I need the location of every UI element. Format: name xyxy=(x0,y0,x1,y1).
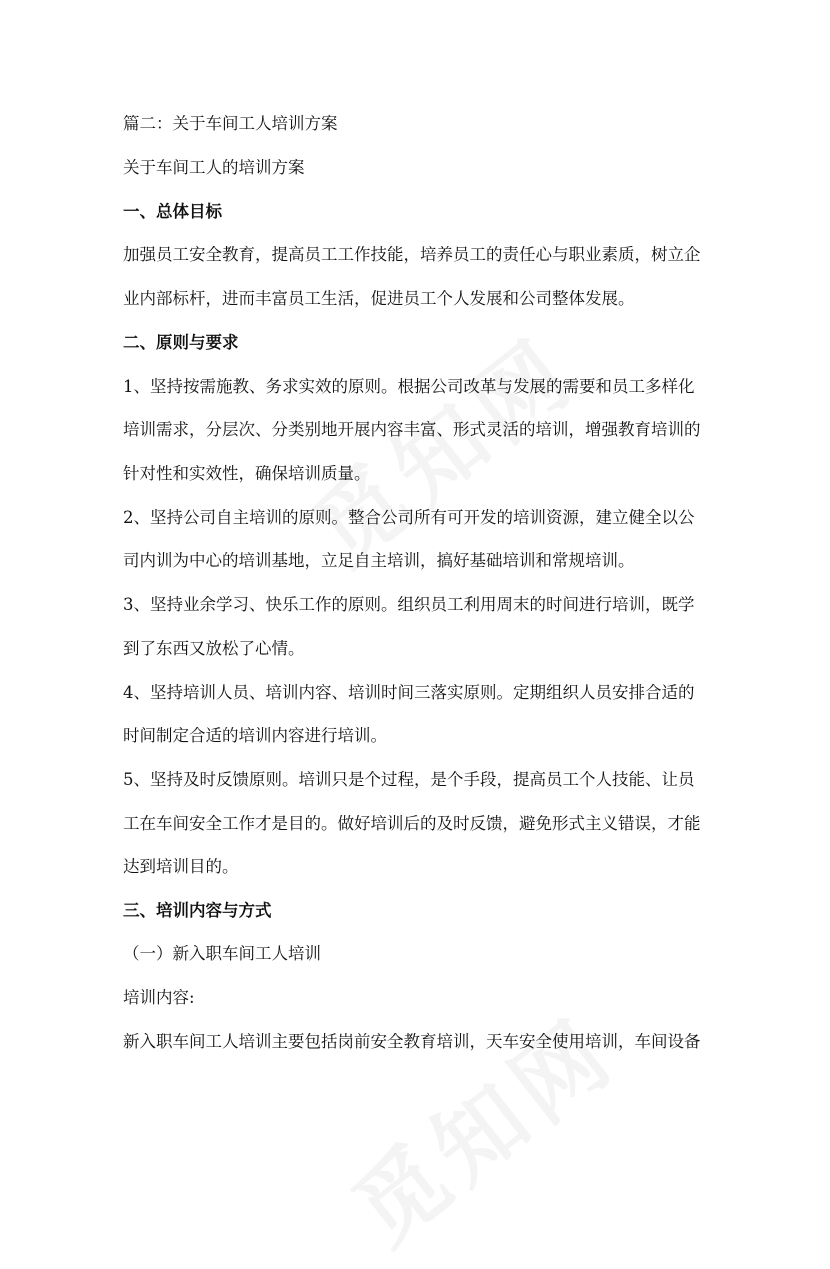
paragraph-line: 工在车间安全工作才是目的。做好培训后的及时反馈，避免形式主义错误，才能 xyxy=(123,814,701,833)
paragraph-line: 新入职车间工人培训主要包括岗前安全教育培训，天车安全使用培训，车间设备 xyxy=(123,1032,701,1051)
watermark xyxy=(282,301,598,588)
subsection-heading: （一）新入职车间工人培训 xyxy=(123,944,321,963)
paragraph-line: 培训需求，分层次、分类别地开展内容丰富、形式灵活的培训，增强教育培训的 xyxy=(123,420,701,439)
paragraph-line: 培训内容: xyxy=(123,988,195,1007)
paragraph-line: 4、坚持培训人员、培训内容、培训时间三落实原则。定期组织人员安排合适的 xyxy=(123,683,695,702)
section-heading: 三、培训内容与方式 xyxy=(123,901,272,920)
paragraph-line: 1、坚持按需施教、务求实效的原则。根据公司改革与发展的需要和员工多样化 xyxy=(123,377,695,396)
paragraph-line: 加强员工安全教育，提高员工工作技能，培养员工的责任心与职业素质，树立企 xyxy=(123,245,701,264)
paragraph-line: 3、坚持业余学习、快乐工作的原则。组织员工利用周末的时间进行培训，既学 xyxy=(123,595,695,614)
section-heading: 一、总体目标 xyxy=(123,202,222,221)
watermark xyxy=(322,981,638,1268)
doc-subtitle: 关于车间工人的培训方案 xyxy=(123,158,305,177)
doc-title: 篇二：关于车间工人培训方案 xyxy=(123,114,338,133)
paragraph-line: 到了东西又放松了心情。 xyxy=(123,639,305,658)
paragraph-line: 针对性和实效性，确保培训质量。 xyxy=(123,464,371,483)
paragraph-line: 5、坚持及时反馈原则。培训只是个过程，是个手段，提高员工个人技能、让员 xyxy=(123,770,695,789)
section-heading: 二、原则与要求 xyxy=(123,333,239,352)
paragraph-line: 时间制定合适的培训内容进行培训。 xyxy=(123,726,387,745)
paragraph-line: 业内部标杆，进而丰富员工生活，促进员工个人发展和公司整体发展。 xyxy=(123,289,635,308)
paragraph-line: 2、坚持公司自主培训的原则。整合公司所有可开发的培训资源，建立健全以公 xyxy=(123,508,695,527)
paragraph-line: 司内训为中心的培训基地，立足自主培训，搞好基础培训和常规培训。 xyxy=(123,551,635,570)
paragraph-line: 达到培训目的。 xyxy=(123,857,239,876)
